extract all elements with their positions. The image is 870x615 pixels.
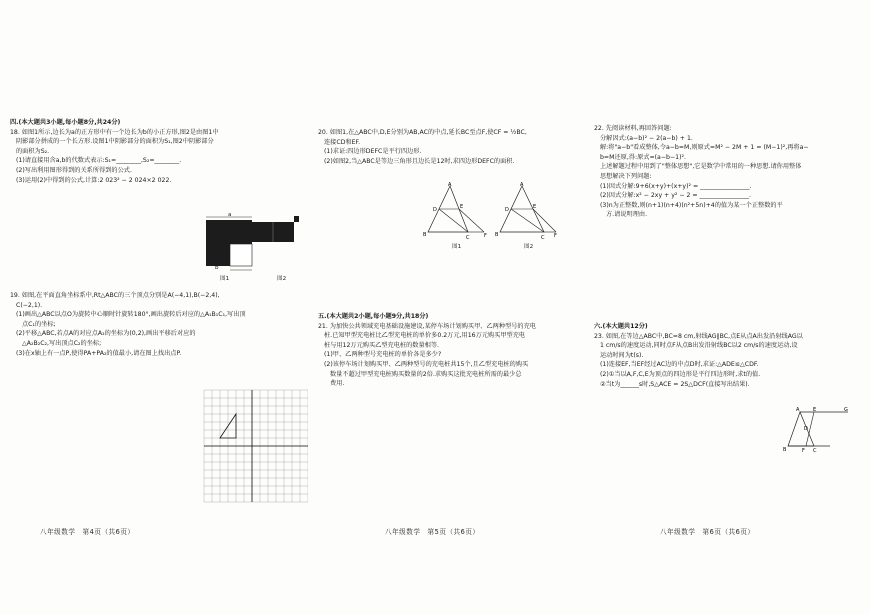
q20-line: 20. 如图1,在△ABC中,D,E分别为AB,AC的中点,延长BC至点F,使CF = ½BC,	[318, 129, 527, 136]
q20-figures	[420, 182, 560, 252]
q21-line: (2)该停车场计划购买甲、乙两种型号的充电桩共15个,且乙型充电桩的购买	[324, 360, 529, 368]
q19-line: (2)平移△ABC,若点A的对应点A₂的坐标为(0,2),画出平移后对应的	[16, 330, 196, 338]
fig2-ef	[533, 209, 556, 232]
page-6-footer: 八年级数学 第6页（共6页）	[660, 527, 755, 536]
page-5-footer: 八年级数学 第5页（共6页）	[385, 527, 480, 536]
fig2-label-C: C	[541, 235, 545, 241]
fig2-caption: 图2	[277, 276, 287, 282]
label-C: C	[813, 448, 817, 454]
section-5-heading: 五.(本大题共2小题,每小题9分,共18分)	[318, 313, 429, 320]
fig2-label-A: A	[520, 182, 524, 188]
q19-coordinate-grid	[200, 386, 308, 504]
q21-line: 费用.	[330, 380, 345, 388]
q21-line: 桩与用12万元购买乙型充电桩的数量相等.	[324, 341, 440, 349]
q20-line: (2)如图2,当△ABC是等边三角形且边长是12时,求四边形DEFC的面积.	[324, 157, 515, 165]
q22-line: (3)n为正整数,则(n+1)(n+4)(n²+5n)+4的值为某一个正整数的平	[600, 201, 783, 209]
q18-line: 阴影部分拼成的一个长方形.设图1中阴影部分的面积为S₁,图2中阴影部分	[16, 138, 214, 146]
q18-figures	[190, 210, 310, 290]
q20-fig2-caption: 图2	[524, 244, 534, 250]
fig2-label-E: E	[533, 204, 537, 210]
fig1-label-E: E	[460, 204, 464, 210]
fig2-label-B: B	[495, 232, 499, 238]
q19-line: (1)画出△ABC以点O为旋转中心顺时针旋转180°,画出旋转后对应的△A₁B₁C₁,写出顶	[16, 311, 246, 319]
q22-line: 22. 先阅读材料,再回答问题:	[594, 125, 672, 132]
q20-line: 连接CD和EF.	[324, 138, 361, 146]
q21-line: (1)甲、乙两种型号充电桩的单价各是多少?	[324, 351, 442, 359]
fig2-cd	[511, 209, 544, 232]
label-G: G	[844, 407, 848, 413]
fig2-label-F: F	[554, 233, 557, 239]
q19-line: △A₂B₂C₂,写出顶点C₂的坐标;	[22, 339, 102, 347]
q22-line: 方.请说明理由.	[606, 211, 648, 219]
q23-line: 运动时间为t(s).	[600, 351, 644, 359]
q22-line: 解:将"a−b"看成整体,令a−b=M,则原式=M² − 2M + 1 = (M−1)²,再将a−	[600, 144, 809, 152]
fig1-label-b: b	[215, 265, 219, 271]
q22-line: b=M还原,得:原式=(a−b−1)².	[600, 153, 686, 161]
fig1-ef	[459, 209, 484, 232]
q18-line: (1)请直接用含a,b的代数式表示:S₁=________,S₂=________.	[16, 157, 182, 165]
q18-line: (3)运用(2)中得到的公式,计算:2 023² − 2 024×2 022.	[16, 176, 172, 184]
q23-figure	[780, 404, 852, 454]
q18-line: 18. 如图1所示,边长为a的正方形中有一个边长为b的小正方形,图2是由图1中	[10, 128, 219, 136]
q21-line: 21. 为加快公共领域充电基础设施建设,某停车场计划购买甲、乙两种型号的充电	[318, 322, 536, 330]
q19-block	[10, 291, 300, 358]
q23-line: (1)连接EF,当EF经过AC边的中点D时,求证:△ADE≌△CDF.	[600, 361, 759, 369]
q20-line: (1)求证:四边形DEFC是平行四边形.	[324, 148, 422, 156]
page-4-footer: 八年级数学 第4页（共6页）	[40, 527, 135, 536]
q22-line: 分解因式:(a−b)² − 2(a−b) + 1.	[600, 134, 693, 142]
q21-line: 数量不超过甲型充电桩购买数量的2倍.求购买这批充电桩所需的最少总	[330, 370, 522, 378]
fig1-label-F: F	[484, 233, 487, 239]
q19-line: C(−2,1).	[16, 301, 43, 309]
label-E: E	[813, 407, 817, 413]
q23-line: (2)①当以A,F,C,E为顶点的四边形是平行四边形时,求t的值.	[600, 370, 761, 378]
fig2-tab	[294, 216, 299, 222]
q19-line: (3)在x轴上有一点P,使得PA+PA₂的值最小,请在图上找出点P.	[16, 349, 182, 357]
q23-line: 23. 如图,在等边△ABC中,BC=8 cm,射线AG∥BC,点E从点A出发沿射线AG以	[594, 332, 803, 340]
section-6-heading: 六.(本大题共12分)	[594, 323, 648, 330]
q23-line: ②当t为______s时,S△ACE = 2S△DCF(直接写出结果).	[600, 380, 750, 388]
q22-line: 上述解题过程中用到了"整体思想",它是数学中常用的一种思想.请你用整体	[600, 163, 802, 171]
page-4	[10, 118, 300, 185]
page-6	[594, 124, 864, 220]
q20-fig1-caption: 图1	[452, 244, 462, 250]
fig1-label-a: a	[228, 212, 232, 218]
label-A: A	[796, 407, 800, 413]
section-4-heading: 四.(本大题共3小题,每小题8分,共24分)	[10, 119, 121, 126]
q19-line: 19. 如图,在平面直角坐标系中,Rt△ABC的三个顶点分别是A(−4,1),B(−2,4),	[10, 292, 220, 299]
label-B: B	[783, 447, 787, 453]
fig1-label-C: C	[466, 235, 470, 241]
q18-line: (2)写出利用图形得到的关系所得到的公式.	[16, 166, 132, 174]
q19-line: 点C₁的坐标;	[22, 320, 56, 328]
label-D: D	[804, 426, 808, 432]
q22-line: (1)因式分解:9+6(x+y)+(x+y)² = ________________.	[600, 182, 752, 190]
q21-block	[318, 312, 588, 389]
page-5	[318, 128, 588, 166]
fig2-label-D: D	[505, 207, 509, 213]
q23-line: 1 cm/s的速度运动,同时点F从点B出发沿射线BC以2 cm/s的速度运动,设	[600, 342, 798, 350]
fig1-inner-square	[230, 244, 252, 266]
q22-line: 思想解决下列问题:	[600, 172, 652, 180]
q18-line: 的面积为S₂.	[16, 147, 50, 155]
label-F: F	[802, 448, 805, 454]
fig1-caption: 图1	[220, 276, 230, 282]
q22-line: (2)因式分解:x² − 2xy + y² − 2 = ________________.	[600, 192, 752, 200]
fig1-label-A: A	[448, 182, 452, 188]
fig1-label-B: B	[423, 232, 427, 238]
q21-line: 桩.已知甲型充电桩比乙型充电桩的单价多0.2万元,用16万元购买甲型充电	[324, 332, 526, 340]
fig1-label-D: D	[433, 207, 437, 213]
q23-block	[594, 322, 864, 389]
